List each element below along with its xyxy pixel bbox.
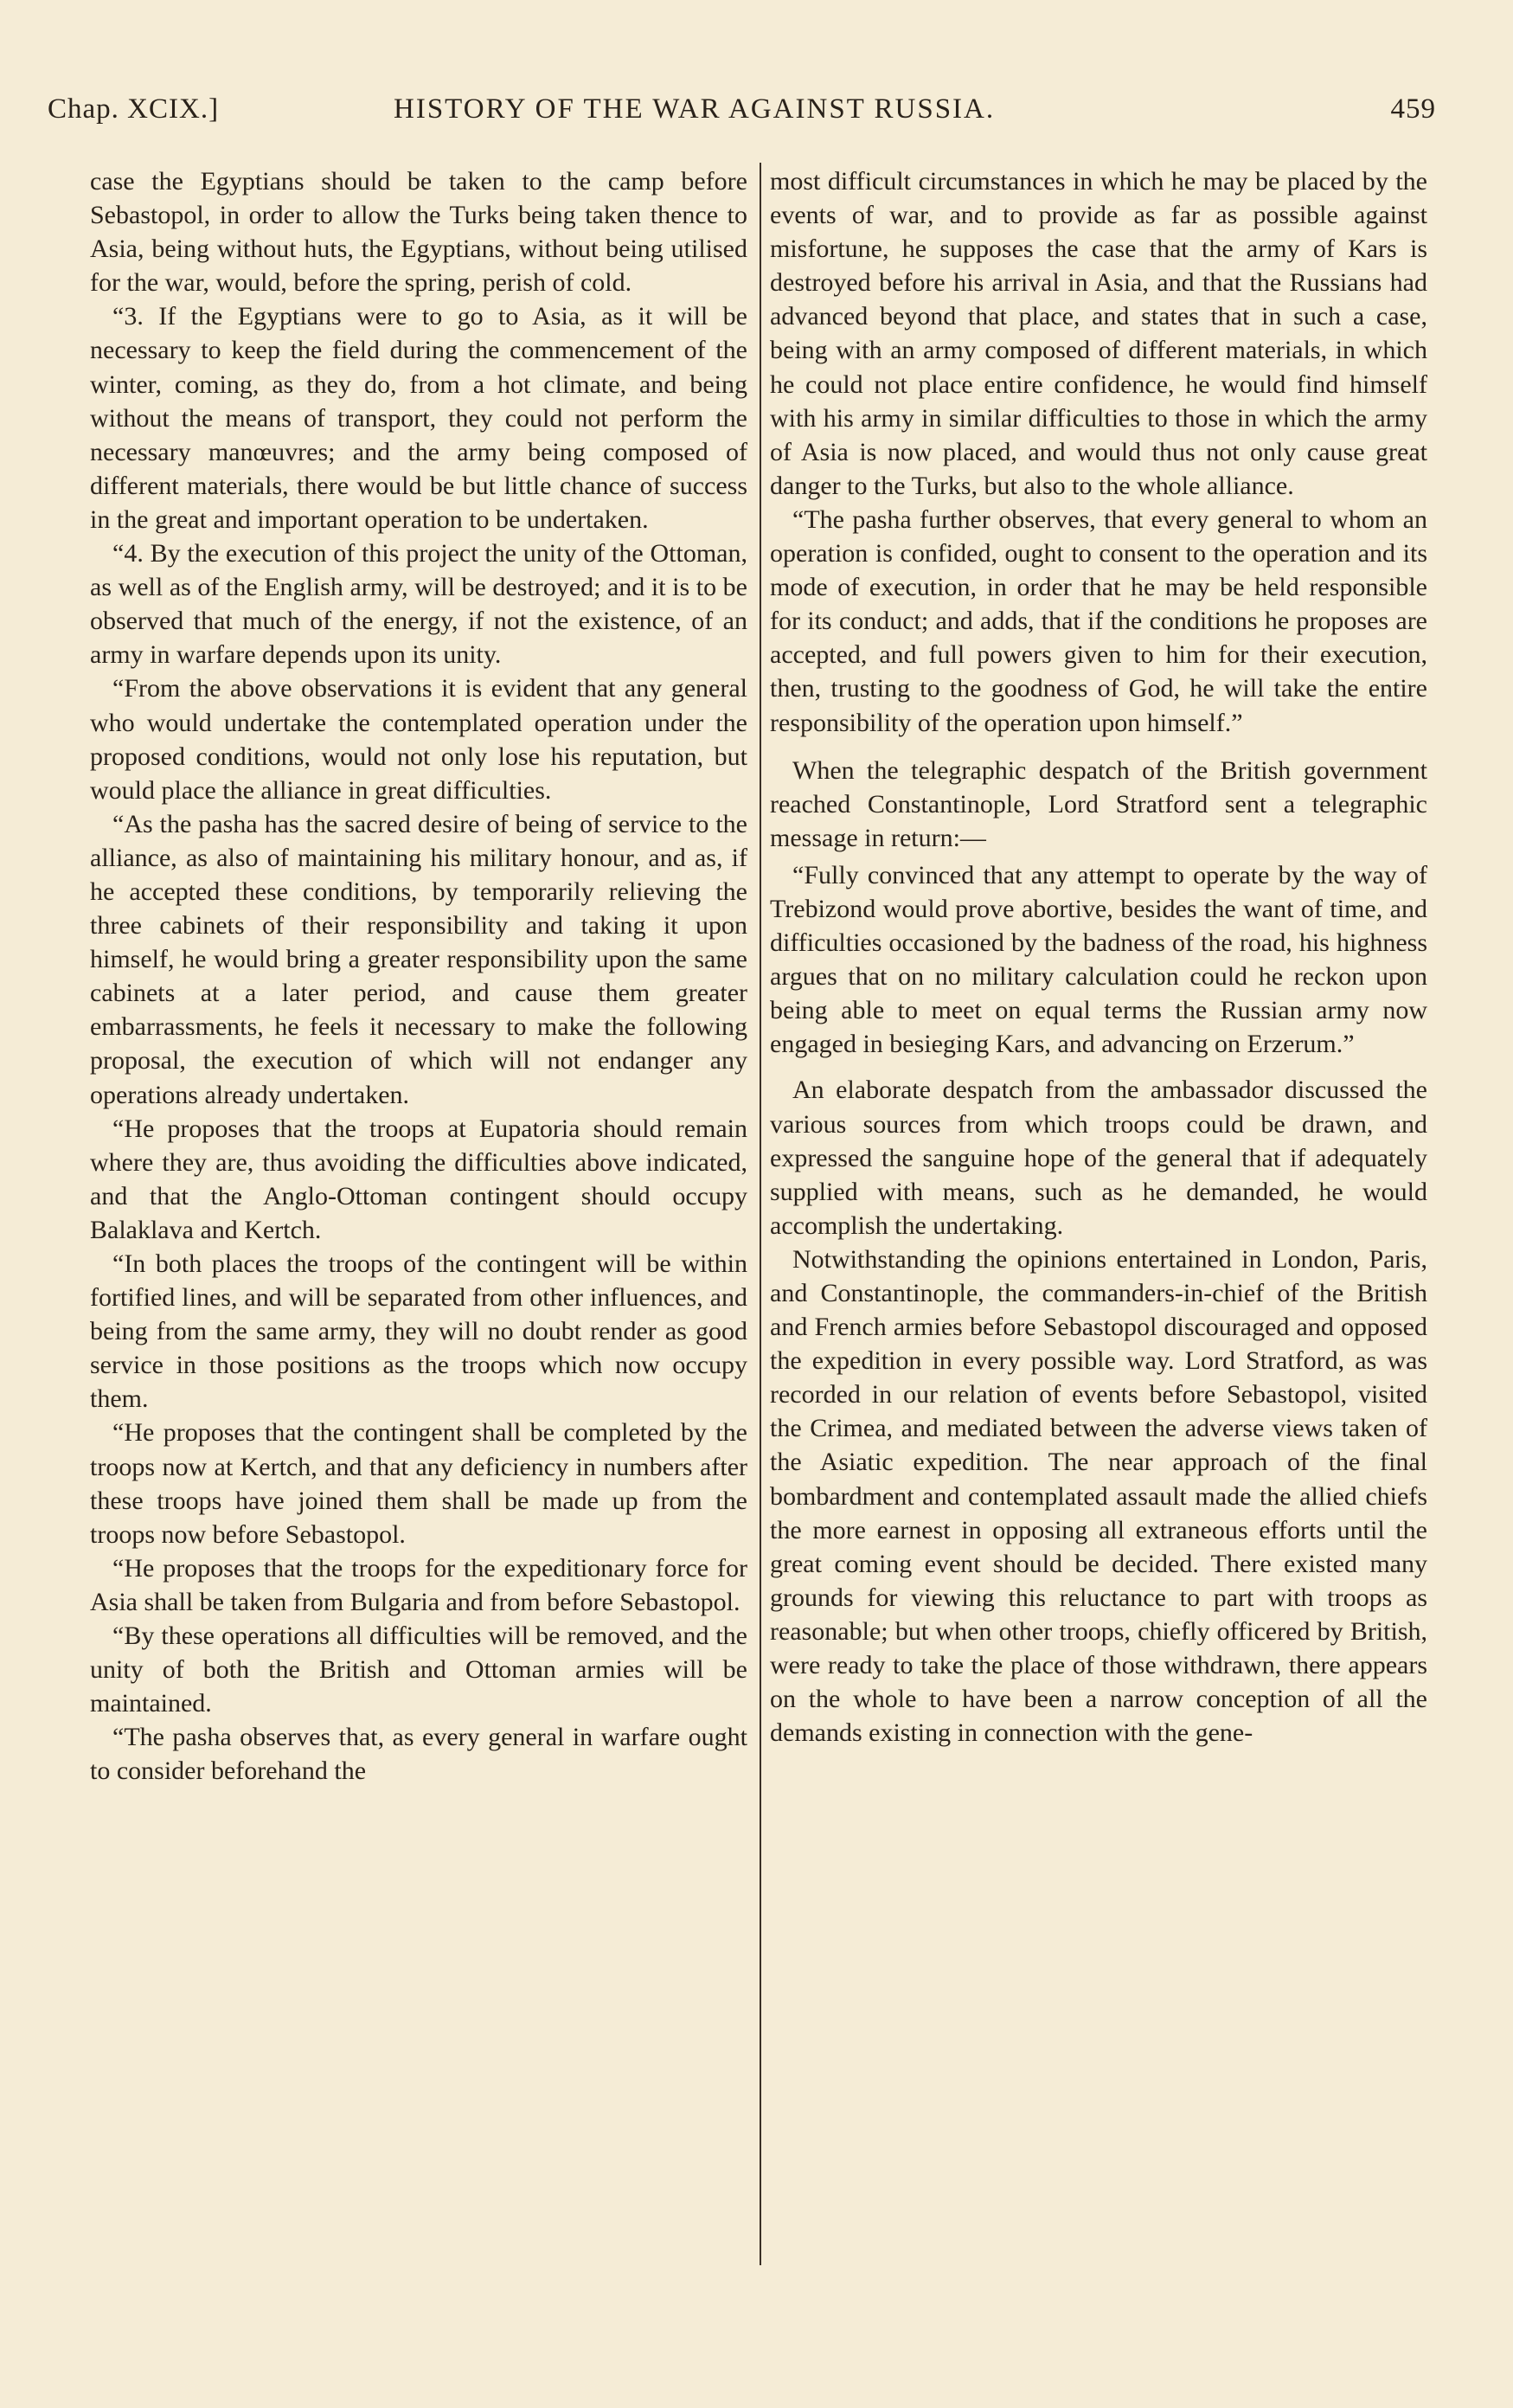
left-column <box>90 164 747 1788</box>
running-title: HISTORY OF THE WAR AGAINST RUSSIA. <box>394 93 996 125</box>
paragraph: “He proposes that the contingent shall be completed by the troops now at Kertch, and that any deficiency in numbers after these troops have joined them shall be made up from the troops now before Sebastopol. <box>90 1418 747 1549</box>
paragraph: “As the pasha has the sacred desire of being of service to the alliance, as also of maintaining his military honour, and as, if he accepted these conditions, by temporarily relieving the three cabinets of their responsibility and taking it upon himself, he would bring a greater responsibility upon the same cabinets at a later period, and cause them greater embarrassments, he feels it necessary to make the following proposal, the execution of which will not endanger any operations already undertaken. <box>90 809 747 1109</box>
paragraph: “In both places the troops of the contingent will be within fortified lines, and will be separated from other influences, and being from the same army, they will no doubt render as good service in those positions as the troops which now occupy them. <box>90 1249 747 1414</box>
paragraph: “Fully convinced that any attempt to operate by the way of Trebizond would prove abortive, besides the want of time, and difficulties occasioned by the badness of the road, his highness argues that on no military calculation could he reckon upon being able to meet on equal terms the Russian army now engaged in besieging Kars, and advancing on Erzerum.” <box>770 860 1427 1059</box>
paragraph: “The pasha observes that, as every general in warfare ought to consider beforehand the <box>90 1723 747 1786</box>
paragraph: “The pasha further observes, that every general to whom an operation is confided, ought to consent to the operation and its mode of execution, in order that he may be held responsible for its conduct; and adds, that if the conditions he proposes are accepted, and full powers given to him for their execution, then, trusting to the goodness of God, he will take the entire responsibility of the operation upon himself.” <box>770 504 1427 737</box>
column-divider <box>760 163 761 2265</box>
paragraph: “He proposes that the troops at Eupatoria should remain where they are, thus avoiding the difficulties above indicated, and that the Anglo-Ottoman contingent should occupy Balaklava and Kertch. <box>90 1114 747 1244</box>
paragraph: case the Egyptians should be taken to the camp before Sebastopol, in order to allow the Turks being taken thence to Asia, being without huts, the Egyptians, without being utilised for the war, would, before the spring, perish of cold. <box>90 167 747 298</box>
paragraph: An elaborate despatch from the ambassador discussed the various sources from which troops could be drawn, and expressed the sanguine hope of the general that if adequately supplied with means, such as he demanded, he would accomplish the undertaking. <box>770 1076 1427 1240</box>
paragraph: “From the above observations it is evident that any general who would undertake the contemplated operation under the proposed conditions, would not only lose his reputation, but would place the alliance in great difficulties. <box>90 674 747 805</box>
paragraph: “By these operations all difficulties will be removed, and the unity of both the British and Ottoman armies will be maintained. <box>90 1621 747 1718</box>
paragraph: Notwithstanding the opinions entertained in London, Paris, and Constantinople, the commanders-in-chief of the British and French armies before Sebastopol discouraged and opposed the expedition in every possible way. Lord Stratford, as was recorded in our relation of events before Sebastopol, visited the Crimea, and mediated between the adverse views taken of the Asiatic expedition. The near approach of the final bombardment and contemplated assault made the allied chiefs the more earnest in opposing all extraneous efforts until the great coming event should be decided. There existed many grounds for viewing this reluctance to part with troops as reasonable; but when other troops, chiefly officered by British, were ready to take the place of those withdrawn, there appears on the whole to have been a narrow conception of all the demands existing in connection with the gene- <box>770 1244 1427 1748</box>
page-number: 459 <box>1390 93 1436 125</box>
right-column <box>770 164 1427 1750</box>
paragraph: “He proposes that the troops for the expeditionary force for Asia shall be taken from Bulgaria and from before Sebastopol. <box>90 1553 747 1616</box>
paragraph: most difficult circumstances in which he may be placed by the events of war, and to provide as far as possible against misfortune, he supposes the case that the army of Kars is destroyed before his arrival in Asia, and that the Russians had advanced beyond that place, and states that in such a case, being with an army composed of different materials, in which he could not place entire confidence, he would find himself with his army in similar difficulties to those in which the army of Asia is now placed, and would thus not only cause great danger to the Turks, but also to the whole alliance. <box>770 167 1427 500</box>
paragraph: When the telegraphic despatch of the British government reached Constantinople, Lord Stratford sent a telegraphic message in return:— <box>770 755 1427 852</box>
chapter-label: Chap. XCIX.] <box>48 93 220 125</box>
paragraph: “3. If the Egyptians were to go to Asia, as it will be necessary to keep the field during the commencement of the winter, coming, as they do, from a hot climate, and being without the means of transport, they could not perform the necessary manœuvres; and the army being composed of different materials, there would be but little chance of success in the great and important operation to be undertaken. <box>90 302 747 534</box>
paragraph: “4. By the execution of this project the unity of the Ottoman, as well as of the English army, will be destroyed; and it is to be observed that much of the energy, if not the existence, of an army in warfare depends upon its unity. <box>90 539 747 670</box>
running-header <box>48 93 1436 135</box>
